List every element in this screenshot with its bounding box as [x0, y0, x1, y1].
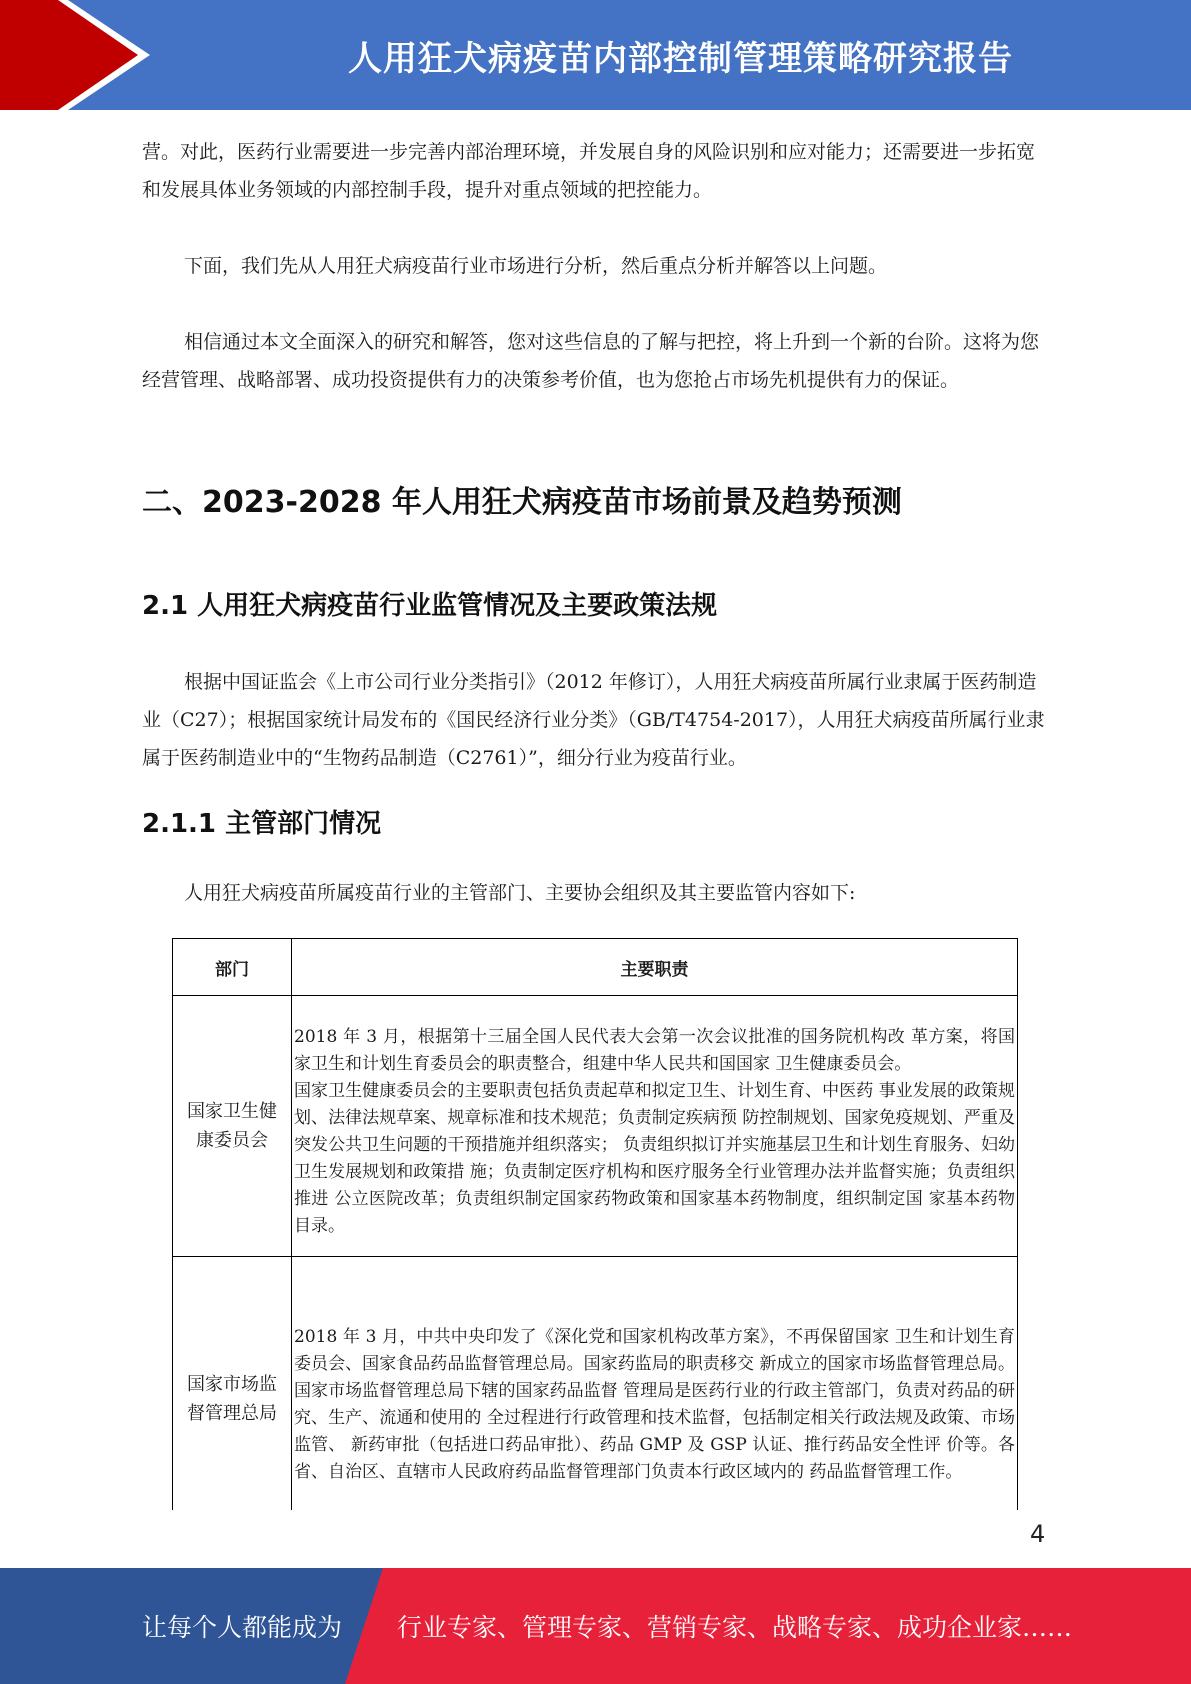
footer-banner [0, 1568, 1191, 1684]
section-heading: 二、2023-2028 年人用狂犬病疫苗市场前景及趋势预测 [142, 485, 902, 520]
duty-cell [292, 996, 1018, 1257]
duty-cell [292, 1257, 1018, 1511]
table-row [173, 996, 1018, 1257]
paragraph-table-intro: 人用狂犬病疫苗所属疫苗行业的主管部门、主要协会组织及其主要监管内容如下: [184, 882, 856, 904]
report-title: 人用狂犬病疫苗内部控制管理策略研究报告 [348, 38, 1013, 79]
chevron-arrow-icon [0, 0, 160, 110]
footer-slogan-right: 行业专家、管理专家、营销专家、战略专家、成功企业家…… [397, 1613, 1073, 1642]
dept-cell: 国家卫生健康委员会 [173, 996, 292, 1257]
header-dept: 部门 [173, 939, 292, 996]
footer-slogan-left: 让每个人都能成为 [142, 1613, 343, 1642]
header-banner [0, 0, 1191, 110]
regulators-table [172, 938, 1018, 1510]
subsection-heading: 2.1 人用狂犬病疫苗行业监管情况及主要政策法规 [142, 591, 718, 621]
table-row [173, 1257, 1018, 1511]
paragraph-classification: 根据中国证监会《上市公司行业分类指引》（2012 年修订），人用狂犬病疫苗所属行业隶属于医药制造业（C27）；根据国家统计局发布的《国民经济行业分类》（GB/T4754-2017），人用狂犬病疫苗所属行业隶属于医药制造业中的“生物药品制造（C2761）”，细分行业为疫苗行业。 [142, 671, 1045, 769]
table-header-row [173, 939, 1018, 996]
subsubsection-heading: 2.1.1 主管部门情况 [142, 809, 382, 839]
duty-paragraph: 2018 年 3 月，根据第十三届全国人民代表大会第一次会议批准的国务院机构改 革方案，将国家卫生和计划生育委员会的职责整合，组建中华人民共和国国家 卫生健康委员会。 [294, 1027, 1015, 1074]
regulators-table-wrapper [172, 938, 1018, 1510]
duty-paragraph: 国家卫生健康委员会的主要职责包括负责起草和拟定卫生、计划生育、中医药 事业发展的政策规划、法律法规草案、规章标准和技术规范；负责制定疾病预 防控制规划、国家免疫规划、严重及突发公共卫生问题的干预措施并组织落实； 负责组织拟订并实施基层卫生和计划生育服务、妇幼卫生发展规划和政策措 施；负责制定医疗机构和医疗服务全行业管理办法并监督实施；负责组织推进 公立医院改革；负责组织制定国家药物政策和国家基本药物制度，组织制定国 家基本药物目录。 [294, 1081, 1015, 1236]
paragraph-continuation: 营。对此，医药行业需要进一步完善内部治理环境，并发展自身的风险识别和应对能力；还需要进一步拓宽和发展具体业务领域的内部控制手段，提升对重点领域的把控能力。 [142, 141, 1036, 201]
duty-paragraph: 2018 年 3 月，中共中央印发了《深化党和国家机构改革方案》，不再保留国家 卫生和计划生育委员会、国家食品药品监督管理总局。国家药监局的职责移交 新成立的国家市场监督管理总局。国家市场监督管理总局下辖的国家药品监督 管理局是医药行业的行政主管部门，负责对药品的研究、生产、流通和使用的 全过程进行行政管理和技术监督，包括制定相关行政法规及政策、市场监管、 新药审批（包括进口药品审批）、药品 GMP 及 GSP 认证、推行药品安全性评 价等。各省、自治区、直辖市人民政府药品监督管理部门负责本行政区域内的 药品监督管理工作。 [294, 1327, 1015, 1482]
page-number: 4 [1030, 1520, 1046, 1548]
paragraph-value: 相信通过本文全面深入的研究和解答，您对这些信息的了解与把控，将上升到一个新的台阶。这将为您经营管理、战略部署、成功投资提供有力的决策参考价值，也为您抢占市场先机提供有力的保证。 [142, 331, 1040, 391]
dept-cell: 国家市场监督管理总局 [173, 1257, 292, 1511]
header-duty: 主要职责 [292, 939, 1018, 996]
paragraph-intro: 下面，我们先从人用狂犬病疫苗行业市场进行分析，然后重点分析并解答以上问题。 [184, 255, 888, 277]
